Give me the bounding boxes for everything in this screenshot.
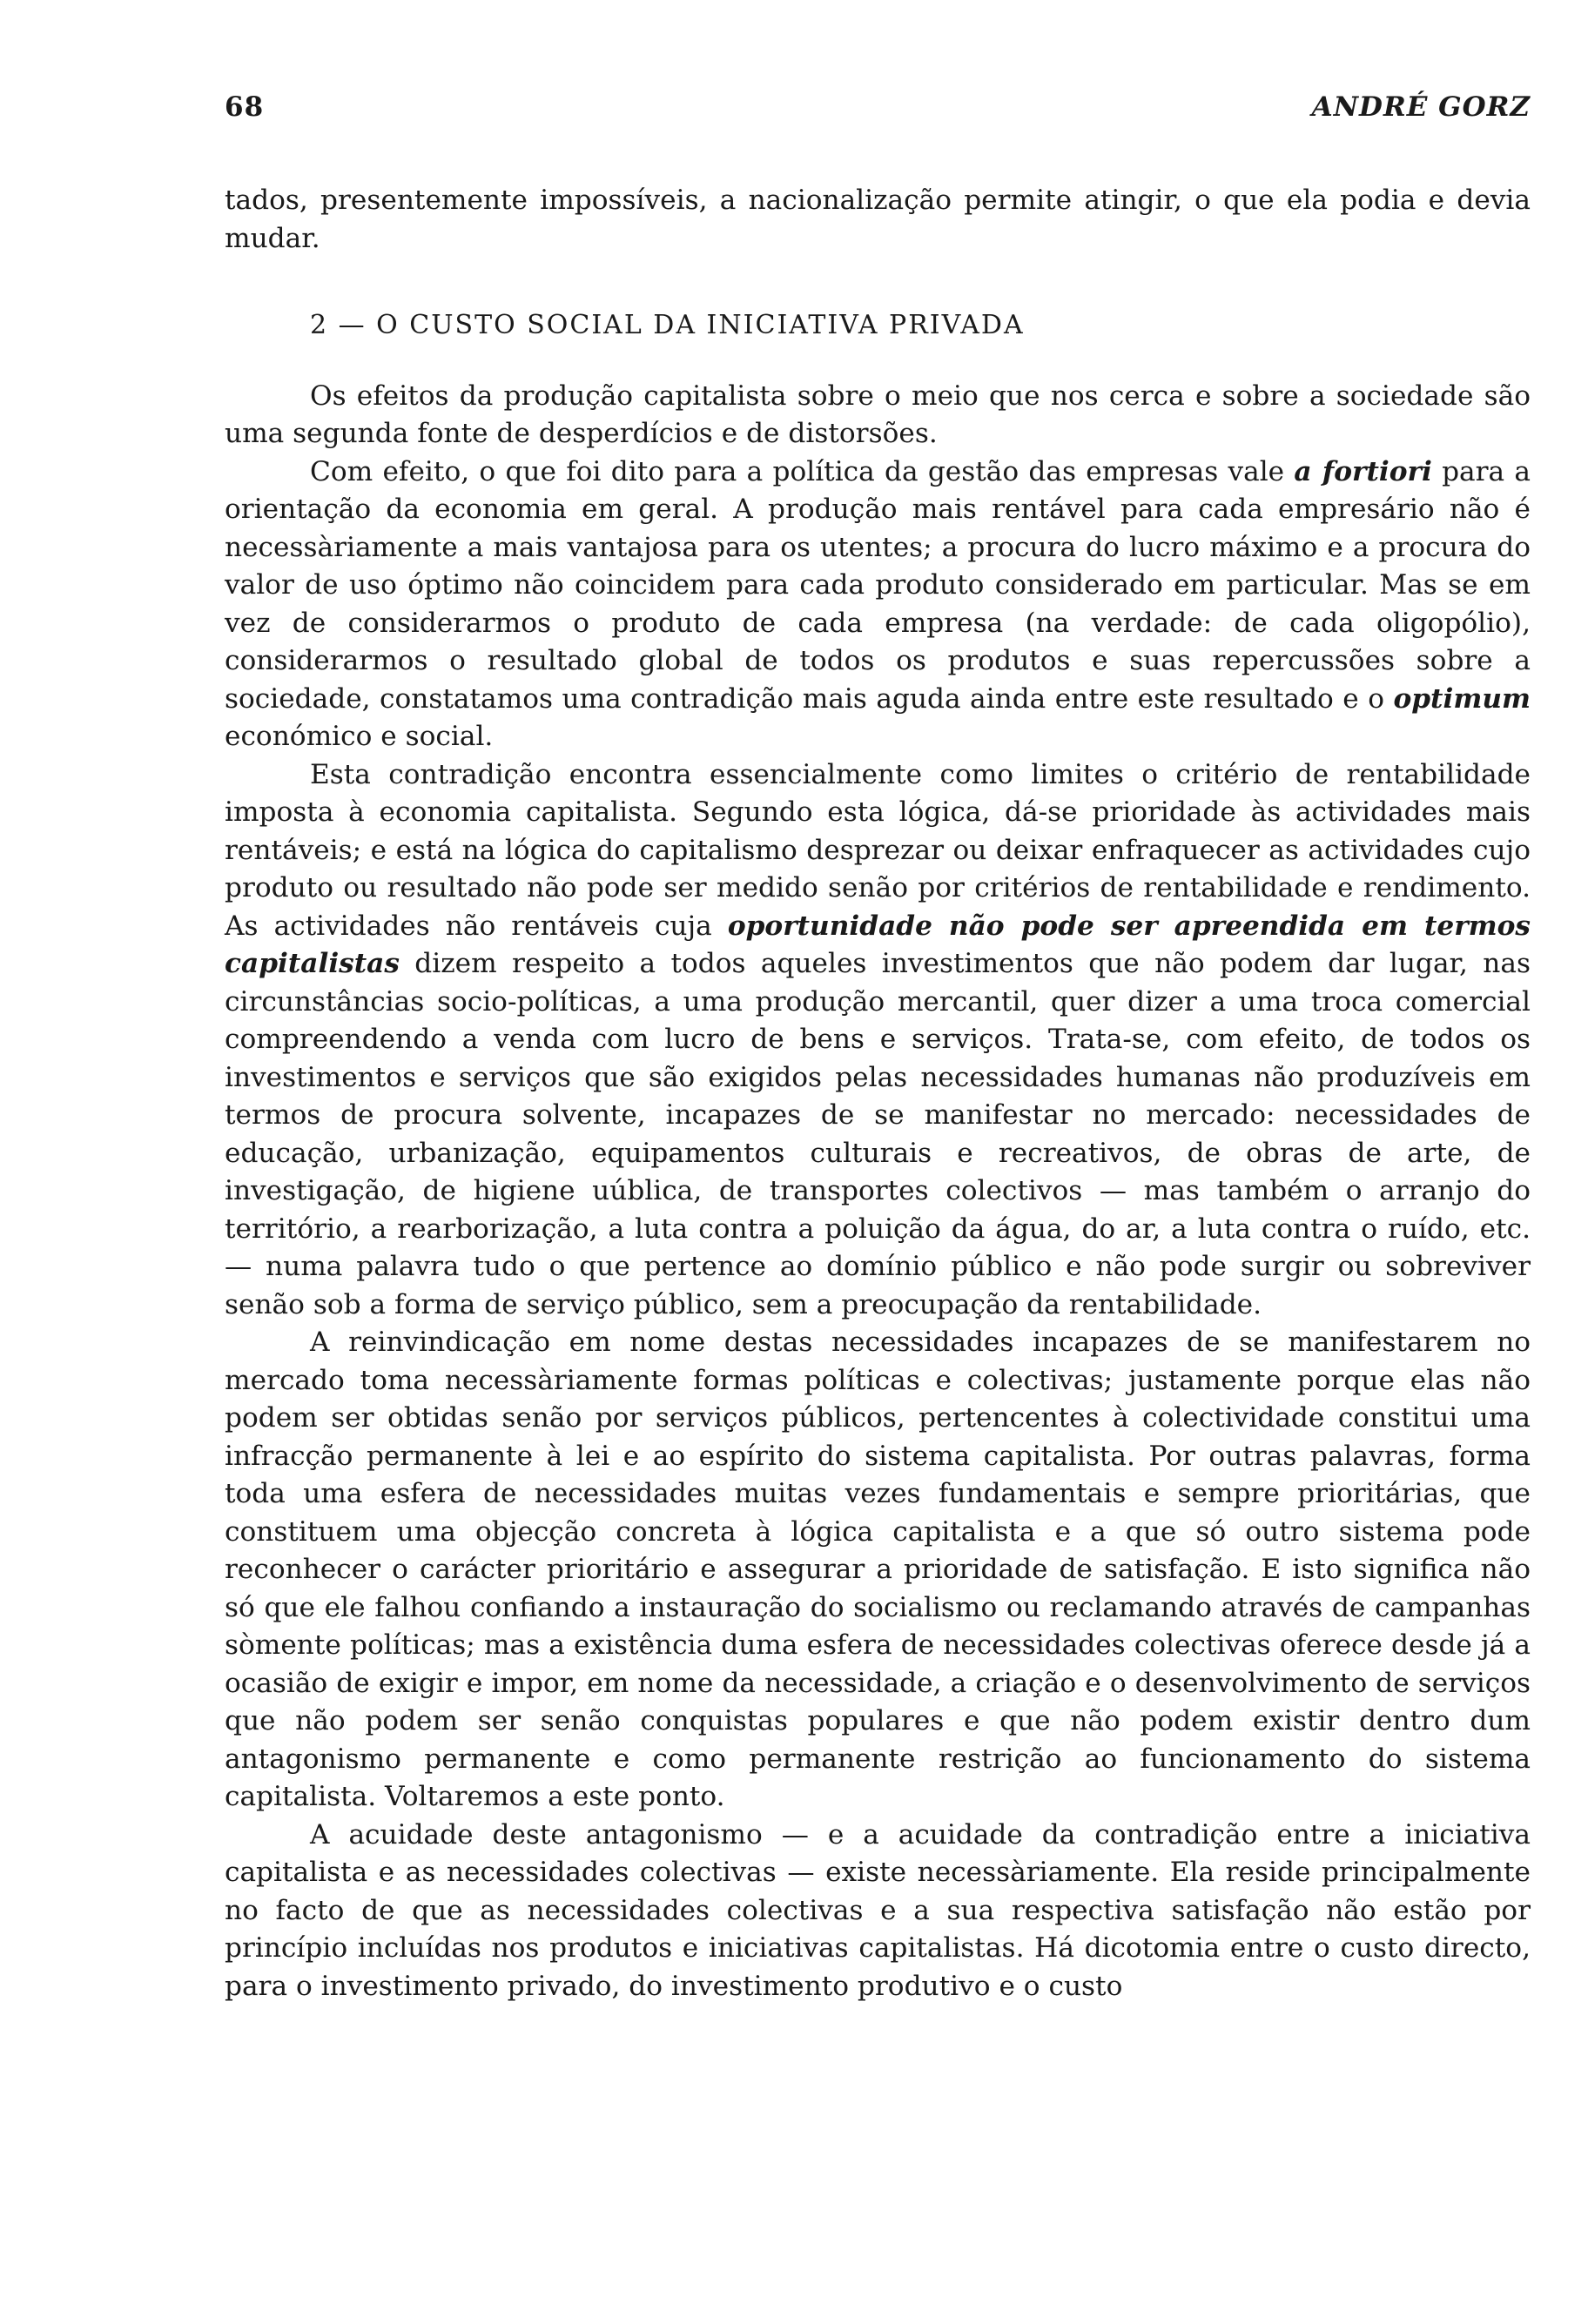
page-header [225, 91, 1531, 144]
paragraph: A reinvindicação em nome destas necessidades incapazes de se manifestarem no mercado toma necessàriamente formas políticas e colectivas; justamente porque elas não podem ser obtidas senão por serviços públicos, pertencentes à colectividade constitui uma infracção permanente à lei e ao espírito do sistema capitalista. Por outras palavras, forma toda uma esfera de necessidades muitas vezes fundamentais e sempre prioritárias, que constituem uma objecção concreta à lógica capitalista e a que só outro sistema pode reconhecer o carácter prioritário e assegurar a prioridade de satisfação. E isto significa não só que ele falhou confiando a instauração do socialismo ou reclamando através de campanhas sòmente políticas; mas a existência duma esfera de necessidades colectivas oferece desde já a ocasião de exigir e impor, em nome da necessidade, a criação e o desenvolvimento de serviços que não podem ser senão conquistas populares e que não podem existir dentro dum antagonismo permanente e como permanente restrição ao funcionamento do sistema capitalista. Voltaremos a este ponto. [225, 1327, 1531, 1812]
paragraph-continuation: tados, presentemente impossíveis, a nacionalização permite atingir, o que ela podia e devia mudar. [225, 185, 1531, 254]
italic-term: optimum [1393, 682, 1531, 715]
italic-phrase: oportunidade não pode ser apreendida em termos capitalistas [225, 910, 1531, 979]
italic-term: a fortiori [1294, 455, 1432, 487]
text-run: Com efeito, o que foi dito para a política da gestão das empresas vale [310, 455, 1295, 487]
text-run: dizem respeito a todos aqueles investimentos que não podem dar lugar, nas circunstâncias socio-políticas, a uma produção mercantil, quer dizer a uma troca comercial compreendendo a venda com lucro de bens e serviços. Trata-se, com efeito, de todos os investimentos e serviços que são exigidos pelas necessidades humanas não produzíveis em termos de procura solvente, incapazes de se manifestar no mercado: necessidades de educação, urbanização, equipamentos culturais e recreativos, de obras de arte, de investigação, de higiene uública, de transportes colectivos — mas também o arranjo do território, a rearborização, a luta contra a poluição da água, do ar, a luta contra o ruído, etc. — numa palavra tudo o que pertence ao domínio público e não pode surgir ou sobreviver senão sob a forma de serviço público, sem a preocupação da rentabilidade. [225, 948, 1531, 1320]
book-page [225, 91, 1531, 2005]
text-run: Esta contradição encontra essencialmente como limites o critério de rentabilidade imposta à economia capitalista. Segundo esta lógica, dá-se prioridade às actividades mais rentáveis; e está na lógica do capitalismo desprezar ou deixar enfraquecer as actividades cujo produto ou resultado não pode ser medido senão por critérios de rentabilidade e rendimento. As actividades não rentáveis cuja [225, 758, 1531, 942]
paragraph [225, 453, 1531, 756]
paragraph: Os efeitos da produção capitalista sobre o meio que nos cerca e sobre a sociedade são uma segunda fonte de desperdícios e de distorsões. [225, 379, 1531, 449]
paragraph [225, 756, 1531, 1325]
text-run: para a orientação da economia em geral. A produção mais rentável para cada empresário não é necessàriamente a mais vantajosa para os utentes; a procura do lucro máximo e a procura do valor de uso óptimo não coincidem para cada produto considerado em particular. Mas se em vez de considerarmos o produto de cada empresa (na verdade: de cada oligopólio), considerarmos o resultado global de todos os produtos e suas repercussões sobre a sociedade, constatamos uma contradição mais aguda ainda entre este resultado e o [225, 455, 1531, 715]
running-title: ANDRÉ GORZ [1311, 91, 1531, 123]
section-heading: 2 — O CUSTO SOCIAL DA INICIATIVA PRIVADA [310, 310, 1025, 340]
paragraph: A acuidade deste antagonismo — e a acuidade da contradição entre a iniciativa capitalista e as necessidades colectivas — existe necessàriamente. Ela reside principalmente no facto de que as necessidades colectivas e a sua respectiva satisfação não estão por princípio incluídas nos produtos e iniciativas capitalistas. Há dicotomia entre o custo directo, para o investimento privado, do investimento produtivo e o custo [225, 1818, 1531, 2002]
page-body [225, 182, 1531, 2005]
text-run: económico e social. [225, 721, 494, 752]
page-number: 68 [225, 91, 265, 123]
